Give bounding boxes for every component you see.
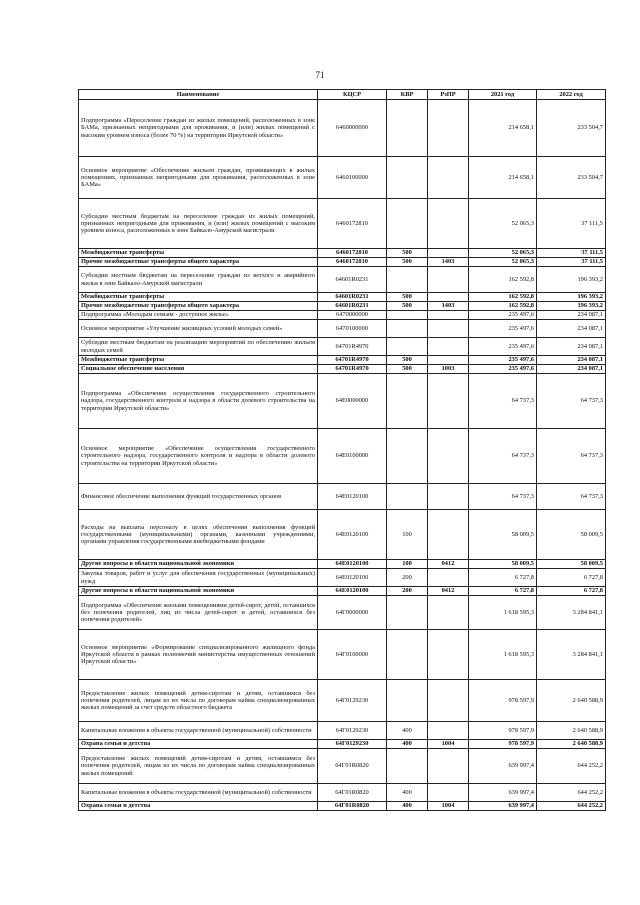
row-rzpr-cell [428,784,469,802]
row-kvr-cell: 500 [387,249,428,258]
row-kvr-cell: 400 [387,740,428,749]
row-rzpr-cell [428,199,469,249]
row-name-cell: Социальное обеспечение населения [79,365,318,374]
row-2021-value: 235 497,6 [469,311,537,320]
row-name-cell: Основное мероприятие «Формирование специализированного жилищного фонда Иркутской области в рамках полномочий министерства имущественных отношений Иркутской области» [79,630,318,680]
row-name-cell: Субсидии местным бюджетам на переселение граждан из жилых помещений, признанных непригодными для проживания, и (или) жилых помещений с высоким уровнем износа, расположенных в зоне Байкало-Амурской магистрали [79,199,318,249]
table-row [79,569,606,587]
row-2022-value: 644 252,2 [537,749,606,784]
row-rzpr-cell [428,338,469,356]
row-code-cell: 64E0120100 [318,587,387,596]
row-name-cell: Межбюджетные трансферты [79,293,318,302]
row-2021-value: 978 597,9 [469,680,537,722]
row-kvr-cell: 500 [387,356,428,365]
row-kvr-cell: 400 [387,784,428,802]
row-code-cell: 6470100000 [318,320,387,338]
row-rzpr-cell [428,249,469,258]
row-kvr-cell: 500 [387,302,428,311]
table-row [79,560,606,569]
row-name-cell: Прочие межбюджетные трансферты общего характера [79,258,318,267]
row-2022-value: 234 087,1 [537,320,606,338]
row-rzpr-cell: 0412 [428,587,469,596]
row-2022-value: 37 111,5 [537,249,606,258]
row-2022-value: 37 111,5 [537,199,606,249]
row-code-cell: 64Г0129230 [318,680,387,722]
row-2022-value: 37 111,5 [537,258,606,267]
row-code-cell: 64701R4970 [318,365,387,374]
row-kvr-cell [387,199,428,249]
row-kvr-cell [387,680,428,722]
row-2021-value: 1 618 595,3 [469,596,537,630]
row-rzpr-cell: 1004 [428,802,469,811]
row-code-cell: 64E0120100 [318,484,387,510]
row-2022-value: 196 393,2 [537,302,606,311]
row-2022-value: 234 087,1 [537,356,606,365]
row-2021-value: 235 497,6 [469,338,537,356]
row-2022-value: 644 252,2 [537,784,606,802]
table-row [79,365,606,374]
row-2021-value: 639 997,4 [469,802,537,811]
column-header-rzpr: РзПР [428,90,469,100]
table-row [79,374,606,429]
row-kvr-cell [387,596,428,630]
table-row [79,258,606,267]
row-kvr-cell: 100 [387,560,428,569]
row-2022-value: 6 727,8 [537,569,606,587]
row-rzpr-cell [428,100,469,157]
row-2021-value: 639 997,4 [469,784,537,802]
row-2021-value: 978 597,9 [469,740,537,749]
row-code-cell: 64701R4970 [318,338,387,356]
row-2021-value: 214 658,1 [469,157,537,199]
row-2022-value: 234 087,1 [537,365,606,374]
table-row [79,249,606,258]
row-kvr-cell: 400 [387,722,428,740]
row-code-cell: 64E0120100 [318,510,387,560]
table-row [79,680,606,722]
row-2022-value: 196 393,2 [537,293,606,302]
row-2021-value: 6 727,8 [469,587,537,596]
row-2022-value: 6 727,8 [537,587,606,596]
row-rzpr-cell: 1403 [428,302,469,311]
table-row [79,749,606,784]
table-row [79,157,606,199]
row-code-cell: 6460100000 [318,157,387,199]
table-row [79,356,606,365]
table-row [79,484,606,510]
row-rzpr-cell [428,374,469,429]
column-header-2021: 2021 год [469,90,537,100]
row-kvr-cell: 200 [387,587,428,596]
table-row [79,199,606,249]
row-code-cell: 6460172810 [318,258,387,267]
row-kvr-cell [387,484,428,510]
row-code-cell: 64Г01R0820 [318,749,387,784]
table-row [79,267,606,293]
row-rzpr-cell [428,749,469,784]
row-rzpr-cell [428,429,469,484]
row-2021-value: 64 737,3 [469,484,537,510]
table-row [79,293,606,302]
row-2022-value: 64 737,3 [537,374,606,429]
table-row [79,320,606,338]
row-rzpr-cell [428,311,469,320]
row-code-cell: 64Г0129230 [318,740,387,749]
row-2022-value: 233 504,7 [537,157,606,199]
row-2021-value: 52 065,3 [469,249,537,258]
row-2021-value: 58 009,5 [469,510,537,560]
row-name-cell: Основное мероприятие «Улучшение жилищных условий молодых семей» [79,320,318,338]
row-name-cell: Другие вопросы в области национальной экономики [79,587,318,596]
row-2021-value: 52 065,3 [469,199,537,249]
row-kvr-cell [387,630,428,680]
row-code-cell: 64601R0231 [318,267,387,293]
row-2021-value: 162 592,8 [469,302,537,311]
row-rzpr-cell [428,510,469,560]
row-code-cell: 64601R0231 [318,293,387,302]
row-kvr-cell: 400 [387,802,428,811]
table-row [79,802,606,811]
table-row [79,311,606,320]
row-code-cell: 64Г01R0820 [318,784,387,802]
page-number: 71 [315,70,325,80]
row-kvr-cell [387,338,428,356]
row-2021-value: 214 658,1 [469,100,537,157]
row-rzpr-cell [428,630,469,680]
row-rzpr-cell [428,320,469,338]
row-kvr-cell [387,429,428,484]
row-code-cell: 64Г0000000 [318,596,387,630]
row-code-cell: 64E0120100 [318,560,387,569]
row-2021-value: 6 727,8 [469,569,537,587]
row-2022-value: 2 640 588,9 [537,722,606,740]
row-kvr-cell: 500 [387,293,428,302]
row-kvr-cell: 500 [387,258,428,267]
row-rzpr-cell: 1403 [428,258,469,267]
row-2022-value: 2 640 588,9 [537,680,606,722]
column-header-name: Наименование [79,90,318,100]
row-rzpr-cell [428,596,469,630]
row-kvr-cell [387,749,428,784]
row-kvr-cell: 500 [387,365,428,374]
row-code-cell: 6470000000 [318,311,387,320]
row-2022-value: 234 087,1 [537,311,606,320]
row-kvr-cell [387,267,428,293]
row-name-cell: Прочие межбюджетные трансферты общего характера [79,302,318,311]
column-header-code: КЦСР [318,90,387,100]
table-row [79,510,606,560]
row-code-cell: 64E0100000 [318,429,387,484]
row-2021-value: 1 618 595,3 [469,630,537,680]
table-header-row [79,90,606,100]
row-kvr-cell: 100 [387,510,428,560]
row-2022-value: 64 737,3 [537,484,606,510]
row-name-cell: Предоставление жилых помещений детям-сиротам и детям, оставшимся без попечения родителей, лицам из их числа по договорам найма специализированных жилых помещений за счет средств областного бюджета [79,680,318,722]
table-row [79,740,606,749]
row-code-cell: 64E0000000 [318,374,387,429]
row-2021-value: 52 065,3 [469,258,537,267]
row-kvr-cell [387,100,428,157]
row-name-cell: Предоставление жилых помещений детям-сиротам и детям, оставшимся без попечения родителей, лицам из их числа по договорам найма специализированных жилых помещений [79,749,318,784]
table-body [79,100,606,811]
row-name-cell: Капитальные вложения в объекты государственной (муниципальной) собственности [79,784,318,802]
row-name-cell: Основное мероприятие «Обеспечение жильем граждан, проживающих в жилых помещениях, признанных непригодными для проживания, расположенных в зоне БАМа» [79,157,318,199]
row-2021-value: 162 592,8 [469,267,537,293]
table-row [79,429,606,484]
table-row [79,302,606,311]
row-name-cell: Подпрограмма «Обеспечение осуществления государственного строительного надзора, государственного контроля и надзора в области долевого строительства на территории Иркутской области» [79,374,318,429]
row-2022-value: 3 284 841,1 [537,596,606,630]
row-code-cell: 64701R4970 [318,356,387,365]
table-row [79,630,606,680]
table-row [79,722,606,740]
column-header-kvr: КВР [387,90,428,100]
table-row [79,784,606,802]
row-2021-value: 235 497,6 [469,320,537,338]
row-kvr-cell [387,374,428,429]
table-row [79,100,606,157]
row-rzpr-cell [428,722,469,740]
table-row [79,587,606,596]
row-2022-value: 58 009,5 [537,510,606,560]
row-name-cell: Расходы на выплаты персоналу в целях обеспечения выполнения функций государственными (муниципальными) органами, казенными учреждениями, органами управления государственными внебюджетными фондами [79,510,318,560]
row-rzpr-cell [428,157,469,199]
row-kvr-cell [387,157,428,199]
row-code-cell: 64E0120100 [318,569,387,587]
row-code-cell: 64Г0100000 [318,630,387,680]
row-2022-value: 58 009,5 [537,560,606,569]
row-2021-value: 978 597,9 [469,722,537,740]
row-2021-value: 58 009,5 [469,560,537,569]
table-row [79,596,606,630]
row-kvr-cell [387,311,428,320]
row-name-cell: Закупка товаров, работ и услуг для обеспечения государственных (муниципальных) нужд [79,569,318,587]
row-code-cell: 6460000000 [318,100,387,157]
row-name-cell: Основное мероприятие «Обеспечение осуществления государственного строительного надзора, государственного контроля и надзора в области долевого строительства на территории Иркутской области» [79,429,318,484]
row-name-cell: Капитальные вложения в объекты государственной (муниципальной) собственности [79,722,318,740]
row-2022-value: 644 252,2 [537,802,606,811]
row-rzpr-cell: 0412 [428,560,469,569]
table-row [79,338,606,356]
row-code-cell: 64Г01R0820 [318,802,387,811]
row-kvr-cell: 200 [387,569,428,587]
row-name-cell: Субсидии местным бюджетам на реализацию мероприятий по обеспечению жильем молодых семей [79,338,318,356]
row-2022-value: 3 284 841,1 [537,630,606,680]
row-code-cell: 6460172810 [318,199,387,249]
row-name-cell: Охрана семьи и детства [79,802,318,811]
row-name-cell: Подпрограмма «Молодым семьям - доступное жилье» [79,311,318,320]
row-2022-value: 233 504,7 [537,100,606,157]
row-2022-value: 196 393,2 [537,267,606,293]
budget-table [78,89,606,811]
row-2021-value: 64 737,3 [469,429,537,484]
row-rzpr-cell: 1004 [428,740,469,749]
row-rzpr-cell [428,356,469,365]
column-header-2022: 2022 год [537,90,606,100]
row-name-cell: Субсидии местным бюджетам на переселение граждан из ветхого и аварийного жилья в зоне Байкало-Амурской магистрали [79,267,318,293]
row-2021-value: 639 997,4 [469,749,537,784]
row-code-cell: 64601R0231 [318,302,387,311]
row-rzpr-cell [428,267,469,293]
row-name-cell: Охрана семьи и детства [79,740,318,749]
row-rzpr-cell [428,680,469,722]
row-2021-value: 235 497,6 [469,365,537,374]
row-kvr-cell [387,320,428,338]
row-code-cell: 64Г0129230 [318,722,387,740]
row-2021-value: 162 592,8 [469,293,537,302]
row-name-cell: Подпрограмма «Переселение граждан из жилых помещений, расположенных в зоне БАМа, признанных непригодными для проживания, и (или) жилых помещений с высоким уровнем износа (более 70 %) на территории Иркутской области» [79,100,318,157]
row-2022-value: 64 737,3 [537,429,606,484]
row-2022-value: 2 640 588,9 [537,740,606,749]
row-rzpr-cell [428,569,469,587]
row-2021-value: 64 737,3 [469,374,537,429]
row-rzpr-cell: 1003 [428,365,469,374]
row-rzpr-cell [428,484,469,510]
row-name-cell: Межбюджетные трансферты [79,249,318,258]
row-name-cell: Финансовое обеспечение выполнения функций государственных органов [79,484,318,510]
row-rzpr-cell [428,293,469,302]
row-2021-value: 235 497,6 [469,356,537,365]
row-name-cell: Межбюджетные трансферты [79,356,318,365]
row-code-cell: 6460172810 [318,249,387,258]
row-name-cell: Подпрограмма «Обеспечение жилыми помещениями детей-сирот, детей, оставшихся без попечения родителей, лиц из числа детей-сирот и детей, оставшихся без попечения родителей» [79,596,318,630]
row-2022-value: 234 087,1 [537,338,606,356]
row-name-cell: Другие вопросы в области национальной экономики [79,560,318,569]
